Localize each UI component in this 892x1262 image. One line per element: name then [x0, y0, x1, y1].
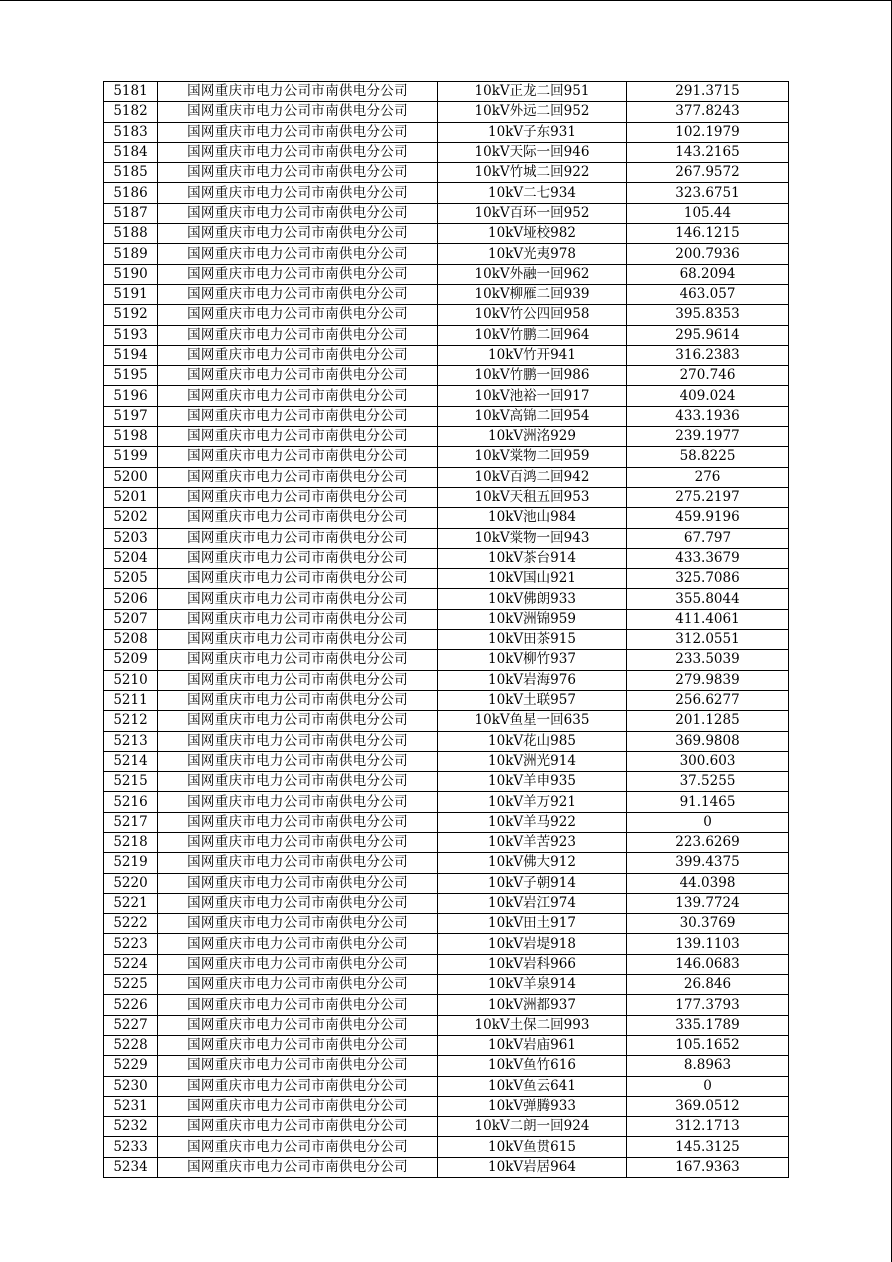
table-row — [104, 183, 789, 203]
row-index-cell: 5233 — [104, 1137, 158, 1157]
table-row — [104, 690, 789, 710]
line-name-cell: 10kV天租五回953 — [438, 487, 627, 507]
row-index-cell: 5186 — [104, 183, 158, 203]
value-cell: 411.4061 — [627, 609, 789, 629]
row-index-cell: 5205 — [104, 569, 158, 589]
company-cell: 国网重庆市电力公司市南供电分公司 — [158, 630, 438, 650]
line-name-cell: 10kV土联957 — [438, 690, 627, 710]
value-cell: 463.057 — [627, 284, 789, 304]
table-row — [104, 792, 789, 812]
value-cell: 312.0551 — [627, 630, 789, 650]
company-cell: 国网重庆市电力公司市南供电分公司 — [158, 751, 438, 771]
line-name-cell: 10kV洲光914 — [438, 751, 627, 771]
company-cell: 国网重庆市电力公司市南供电分公司 — [158, 1137, 438, 1157]
row-index-cell: 5194 — [104, 345, 158, 365]
line-name-cell: 10kV岩庙961 — [438, 1035, 627, 1055]
value-cell: 355.8044 — [627, 589, 789, 609]
row-index-cell: 5210 — [104, 670, 158, 690]
company-cell: 国网重庆市电力公司市南供电分公司 — [158, 1117, 438, 1137]
row-index-cell: 5228 — [104, 1035, 158, 1055]
company-cell: 国网重庆市电力公司市南供电分公司 — [158, 508, 438, 528]
company-cell: 国网重庆市电力公司市南供电分公司 — [158, 345, 438, 365]
row-index-cell: 5204 — [104, 548, 158, 568]
value-cell: 177.3793 — [627, 995, 789, 1015]
value-cell: 30.3769 — [627, 914, 789, 934]
company-cell: 国网重庆市电力公司市南供电分公司 — [158, 853, 438, 873]
row-index-cell: 5190 — [104, 264, 158, 284]
line-name-cell: 10kV竹鹏一回986 — [438, 366, 627, 386]
company-cell: 国网重庆市电力公司市南供电分公司 — [158, 487, 438, 507]
line-name-cell: 10kV羊泉914 — [438, 975, 627, 995]
line-name-cell: 10kV岩科966 — [438, 954, 627, 974]
table-row — [104, 467, 789, 487]
company-cell: 国网重庆市电力公司市南供电分公司 — [158, 244, 438, 264]
value-cell: 312.1713 — [627, 1117, 789, 1137]
company-cell: 国网重庆市电力公司市南供电分公司 — [158, 975, 438, 995]
line-name-cell: 10kV光夷978 — [438, 244, 627, 264]
company-cell: 国网重庆市电力公司市南供电分公司 — [158, 325, 438, 345]
line-name-cell: 10kV洲都937 — [438, 995, 627, 1015]
value-cell: 200.7936 — [627, 244, 789, 264]
value-cell: 26.846 — [627, 975, 789, 995]
table-row — [104, 853, 789, 873]
table-row — [104, 264, 789, 284]
value-cell: 0 — [627, 1076, 789, 1096]
data-table — [103, 81, 789, 1178]
table-row — [104, 995, 789, 1015]
row-index-cell: 5222 — [104, 914, 158, 934]
table-row — [104, 244, 789, 264]
line-name-cell: 10kV鱼星一回635 — [438, 711, 627, 731]
table-row — [104, 650, 789, 670]
row-index-cell: 5181 — [104, 82, 158, 102]
company-cell: 国网重庆市电力公司市南供电分公司 — [158, 1157, 438, 1177]
row-index-cell: 5215 — [104, 772, 158, 792]
table-row — [104, 325, 789, 345]
company-cell: 国网重庆市电力公司市南供电分公司 — [158, 447, 438, 467]
value-cell: 295.9614 — [627, 325, 789, 345]
line-name-cell: 10kV佛大912 — [438, 853, 627, 873]
line-name-cell: 10kV鱼云641 — [438, 1076, 627, 1096]
row-index-cell: 5212 — [104, 711, 158, 731]
value-cell: 459.9196 — [627, 508, 789, 528]
table-row — [104, 386, 789, 406]
value-cell: 377.8243 — [627, 102, 789, 122]
value-cell: 105.44 — [627, 203, 789, 223]
table-row — [104, 487, 789, 507]
company-cell: 国网重庆市电力公司市南供电分公司 — [158, 832, 438, 852]
value-cell: 316.2383 — [627, 345, 789, 365]
table-row — [104, 406, 789, 426]
line-name-cell: 10kV洲洺929 — [438, 427, 627, 447]
value-cell: 335.1789 — [627, 1015, 789, 1035]
company-cell: 国网重庆市电力公司市南供电分公司 — [158, 914, 438, 934]
row-index-cell: 5234 — [104, 1157, 158, 1177]
company-cell: 国网重庆市电力公司市南供电分公司 — [158, 305, 438, 325]
row-index-cell: 5199 — [104, 447, 158, 467]
company-cell: 国网重庆市电力公司市南供电分公司 — [158, 82, 438, 102]
table-row — [104, 569, 789, 589]
line-name-cell: 10kV高锦二回954 — [438, 406, 627, 426]
table-row — [104, 1035, 789, 1055]
line-name-cell: 10kV外远二回952 — [438, 102, 627, 122]
table-row — [104, 1157, 789, 1177]
line-name-cell: 10kV岩居964 — [438, 1157, 627, 1177]
value-cell: 233.5039 — [627, 650, 789, 670]
value-cell: 102.1979 — [627, 122, 789, 142]
company-cell: 国网重庆市电力公司市南供电分公司 — [158, 548, 438, 568]
table-row — [104, 82, 789, 102]
value-cell: 105.1652 — [627, 1035, 789, 1055]
value-cell: 146.1215 — [627, 224, 789, 244]
row-index-cell: 5214 — [104, 751, 158, 771]
company-cell: 国网重庆市电力公司市南供电分公司 — [158, 650, 438, 670]
row-index-cell: 5196 — [104, 386, 158, 406]
row-index-cell: 5187 — [104, 203, 158, 223]
table-body — [104, 82, 789, 1178]
table-row — [104, 528, 789, 548]
table-row — [104, 772, 789, 792]
line-name-cell: 10kV羊苦923 — [438, 832, 627, 852]
row-index-cell: 5217 — [104, 812, 158, 832]
row-index-cell: 5220 — [104, 873, 158, 893]
company-cell: 国网重庆市电力公司市南供电分公司 — [158, 183, 438, 203]
row-index-cell: 5197 — [104, 406, 158, 426]
table-row — [104, 975, 789, 995]
value-cell: 67.797 — [627, 528, 789, 548]
table-row — [104, 284, 789, 304]
line-name-cell: 10kV子东931 — [438, 122, 627, 142]
table-row — [104, 1137, 789, 1157]
row-index-cell: 5208 — [104, 630, 158, 650]
company-cell: 国网重庆市电力公司市南供电分公司 — [158, 893, 438, 913]
table-row — [104, 731, 789, 751]
line-name-cell: 10kV池山984 — [438, 508, 627, 528]
line-name-cell: 10kV洲锦959 — [438, 609, 627, 629]
company-cell: 国网重庆市电力公司市南供电分公司 — [158, 406, 438, 426]
value-cell: 139.7724 — [627, 893, 789, 913]
value-cell: 44.0398 — [627, 873, 789, 893]
table-row — [104, 751, 789, 771]
value-cell: 8.8963 — [627, 1056, 789, 1076]
row-index-cell: 5192 — [104, 305, 158, 325]
company-cell: 国网重庆市电力公司市南供电分公司 — [158, 670, 438, 690]
company-cell: 国网重庆市电力公司市南供电分公司 — [158, 203, 438, 223]
company-cell: 国网重庆市电力公司市南供电分公司 — [158, 690, 438, 710]
row-index-cell: 5195 — [104, 366, 158, 386]
line-name-cell: 10kV二七934 — [438, 183, 627, 203]
line-name-cell: 10kV国山921 — [438, 569, 627, 589]
row-index-cell: 5209 — [104, 650, 158, 670]
line-name-cell: 10kV竹鹏二回964 — [438, 325, 627, 345]
table-row — [104, 508, 789, 528]
row-index-cell: 5182 — [104, 102, 158, 122]
company-cell: 国网重庆市电力公司市南供电分公司 — [158, 1096, 438, 1116]
value-cell: 279.9839 — [627, 670, 789, 690]
company-cell: 国网重庆市电力公司市南供电分公司 — [158, 467, 438, 487]
company-cell: 国网重庆市电力公司市南供电分公司 — [158, 609, 438, 629]
value-cell: 139.1103 — [627, 934, 789, 954]
table-row — [104, 224, 789, 244]
row-index-cell: 5223 — [104, 934, 158, 954]
line-name-cell: 10kV羊申935 — [438, 772, 627, 792]
company-cell: 国网重庆市电力公司市南供电分公司 — [158, 427, 438, 447]
value-cell: 37.5255 — [627, 772, 789, 792]
table-row — [104, 873, 789, 893]
company-cell: 国网重庆市电力公司市南供电分公司 — [158, 1035, 438, 1055]
table-row — [104, 447, 789, 467]
table-row — [104, 1056, 789, 1076]
company-cell: 国网重庆市电力公司市南供电分公司 — [158, 1015, 438, 1035]
row-index-cell: 5221 — [104, 893, 158, 913]
table-row — [104, 893, 789, 913]
line-name-cell: 10kV竹城二回922 — [438, 163, 627, 183]
table-row — [104, 203, 789, 223]
company-cell: 国网重庆市电力公司市南供电分公司 — [158, 589, 438, 609]
company-cell: 国网重庆市电力公司市南供电分公司 — [158, 102, 438, 122]
line-name-cell: 10kV弹腾933 — [438, 1096, 627, 1116]
company-cell: 国网重庆市电力公司市南供电分公司 — [158, 731, 438, 751]
value-cell: 433.1936 — [627, 406, 789, 426]
line-name-cell: 10kV棠物二回959 — [438, 447, 627, 467]
row-index-cell: 5185 — [104, 163, 158, 183]
line-name-cell: 10kV子朝914 — [438, 873, 627, 893]
table-row — [104, 934, 789, 954]
line-name-cell: 10kV岩海976 — [438, 670, 627, 690]
value-cell: 323.6751 — [627, 183, 789, 203]
table-row — [104, 345, 789, 365]
row-index-cell: 5203 — [104, 528, 158, 548]
row-index-cell: 5200 — [104, 467, 158, 487]
line-name-cell: 10kV柳竹937 — [438, 650, 627, 670]
table-row — [104, 102, 789, 122]
line-name-cell: 10kV正龙二回951 — [438, 82, 627, 102]
line-name-cell: 10kV土保二回993 — [438, 1015, 627, 1035]
line-name-cell: 10kV田茶915 — [438, 630, 627, 650]
value-cell: 58.8225 — [627, 447, 789, 467]
company-cell: 国网重庆市电力公司市南供电分公司 — [158, 711, 438, 731]
table-row — [104, 670, 789, 690]
company-cell: 国网重庆市电力公司市南供电分公司 — [158, 122, 438, 142]
table-row — [104, 1117, 789, 1137]
value-cell: 275.2197 — [627, 487, 789, 507]
table-row — [104, 142, 789, 162]
value-cell: 369.9808 — [627, 731, 789, 751]
company-cell: 国网重庆市电力公司市南供电分公司 — [158, 163, 438, 183]
row-index-cell: 5232 — [104, 1117, 158, 1137]
line-name-cell: 10kV百鸿二回942 — [438, 467, 627, 487]
company-cell: 国网重庆市电力公司市南供电分公司 — [158, 954, 438, 974]
row-index-cell: 5230 — [104, 1076, 158, 1096]
row-index-cell: 5184 — [104, 142, 158, 162]
value-cell: 325.7086 — [627, 569, 789, 589]
value-cell: 143.2165 — [627, 142, 789, 162]
row-index-cell: 5206 — [104, 589, 158, 609]
table-row — [104, 427, 789, 447]
line-name-cell: 10kV鱼竹616 — [438, 1056, 627, 1076]
line-name-cell: 10kV竹开941 — [438, 345, 627, 365]
value-cell: 256.6277 — [627, 690, 789, 710]
table-row — [104, 366, 789, 386]
company-cell: 国网重庆市电力公司市南供电分公司 — [158, 528, 438, 548]
line-name-cell: 10kV佛朗933 — [438, 589, 627, 609]
row-index-cell: 5188 — [104, 224, 158, 244]
value-cell: 270.746 — [627, 366, 789, 386]
value-cell: 369.0512 — [627, 1096, 789, 1116]
table-row — [104, 832, 789, 852]
line-name-cell: 10kV鱼贯615 — [438, 1137, 627, 1157]
line-name-cell: 10kV外融一回962 — [438, 264, 627, 284]
table-row — [104, 1076, 789, 1096]
line-name-cell: 10kV垭校982 — [438, 224, 627, 244]
value-cell: 146.0683 — [627, 954, 789, 974]
company-cell: 国网重庆市电力公司市南供电分公司 — [158, 366, 438, 386]
company-cell: 国网重庆市电力公司市南供电分公司 — [158, 934, 438, 954]
row-index-cell: 5226 — [104, 995, 158, 1015]
table-row — [104, 122, 789, 142]
row-index-cell: 5216 — [104, 792, 158, 812]
company-cell: 国网重庆市电力公司市南供电分公司 — [158, 569, 438, 589]
line-name-cell: 10kV茶台914 — [438, 548, 627, 568]
company-cell: 国网重庆市电力公司市南供电分公司 — [158, 224, 438, 244]
value-cell: 201.1285 — [627, 711, 789, 731]
company-cell: 国网重庆市电力公司市南供电分公司 — [158, 386, 438, 406]
line-name-cell: 10kV天际一回946 — [438, 142, 627, 162]
table-row — [104, 163, 789, 183]
value-cell: 167.9363 — [627, 1157, 789, 1177]
table-row — [104, 1096, 789, 1116]
value-cell: 68.2094 — [627, 264, 789, 284]
row-index-cell: 5183 — [104, 122, 158, 142]
row-index-cell: 5225 — [104, 975, 158, 995]
line-name-cell: 10kV田土917 — [438, 914, 627, 934]
value-cell: 409.024 — [627, 386, 789, 406]
value-cell: 0 — [627, 812, 789, 832]
row-index-cell: 5198 — [104, 427, 158, 447]
table-row — [104, 1015, 789, 1035]
table-row — [104, 711, 789, 731]
table-row — [104, 914, 789, 934]
value-cell: 91.1465 — [627, 792, 789, 812]
line-name-cell: 10kV百环一回952 — [438, 203, 627, 223]
row-index-cell: 5193 — [104, 325, 158, 345]
company-cell: 国网重庆市电力公司市南供电分公司 — [158, 264, 438, 284]
company-cell: 国网重庆市电力公司市南供电分公司 — [158, 995, 438, 1015]
line-name-cell: 10kV岩堤918 — [438, 934, 627, 954]
company-cell: 国网重庆市电力公司市南供电分公司 — [158, 792, 438, 812]
row-index-cell: 5189 — [104, 244, 158, 264]
value-cell: 239.1977 — [627, 427, 789, 447]
value-cell: 399.4375 — [627, 853, 789, 873]
company-cell: 国网重庆市电力公司市南供电分公司 — [158, 142, 438, 162]
value-cell: 276 — [627, 467, 789, 487]
line-name-cell: 10kV花山985 — [438, 731, 627, 751]
row-index-cell: 5219 — [104, 853, 158, 873]
company-cell: 国网重庆市电力公司市南供电分公司 — [158, 1056, 438, 1076]
page-top-border — [0, 0, 892, 1]
company-cell: 国网重庆市电力公司市南供电分公司 — [158, 812, 438, 832]
company-cell: 国网重庆市电力公司市南供电分公司 — [158, 1076, 438, 1096]
company-cell: 国网重庆市电力公司市南供电分公司 — [158, 873, 438, 893]
row-index-cell: 5231 — [104, 1096, 158, 1116]
row-index-cell: 5191 — [104, 284, 158, 304]
value-cell: 300.603 — [627, 751, 789, 771]
table-row — [104, 812, 789, 832]
table-row — [104, 954, 789, 974]
row-index-cell: 5227 — [104, 1015, 158, 1035]
line-name-cell: 10kV竹公四回958 — [438, 305, 627, 325]
row-index-cell: 5201 — [104, 487, 158, 507]
row-index-cell: 5229 — [104, 1056, 158, 1076]
line-name-cell: 10kV柳雁二回939 — [438, 284, 627, 304]
row-index-cell: 5224 — [104, 954, 158, 974]
table-row — [104, 305, 789, 325]
line-name-cell: 10kV羊马922 — [438, 812, 627, 832]
value-cell: 223.6269 — [627, 832, 789, 852]
table-row — [104, 609, 789, 629]
company-cell: 国网重庆市电力公司市南供电分公司 — [158, 772, 438, 792]
row-index-cell: 5213 — [104, 731, 158, 751]
table-row — [104, 589, 789, 609]
row-index-cell: 5202 — [104, 508, 158, 528]
table-row — [104, 548, 789, 568]
row-index-cell: 5211 — [104, 690, 158, 710]
value-cell: 433.3679 — [627, 548, 789, 568]
line-name-cell: 10kV二朗一回924 — [438, 1117, 627, 1137]
table-row — [104, 630, 789, 650]
value-cell: 267.9572 — [627, 163, 789, 183]
value-cell: 291.3715 — [627, 82, 789, 102]
row-index-cell: 5218 — [104, 832, 158, 852]
line-name-cell: 10kV棠物一回943 — [438, 528, 627, 548]
line-name-cell: 10kV羊万921 — [438, 792, 627, 812]
value-cell: 395.8353 — [627, 305, 789, 325]
line-name-cell: 10kV池裕一回917 — [438, 386, 627, 406]
value-cell: 145.3125 — [627, 1137, 789, 1157]
line-name-cell: 10kV岩江974 — [438, 893, 627, 913]
company-cell: 国网重庆市电力公司市南供电分公司 — [158, 284, 438, 304]
row-index-cell: 5207 — [104, 609, 158, 629]
